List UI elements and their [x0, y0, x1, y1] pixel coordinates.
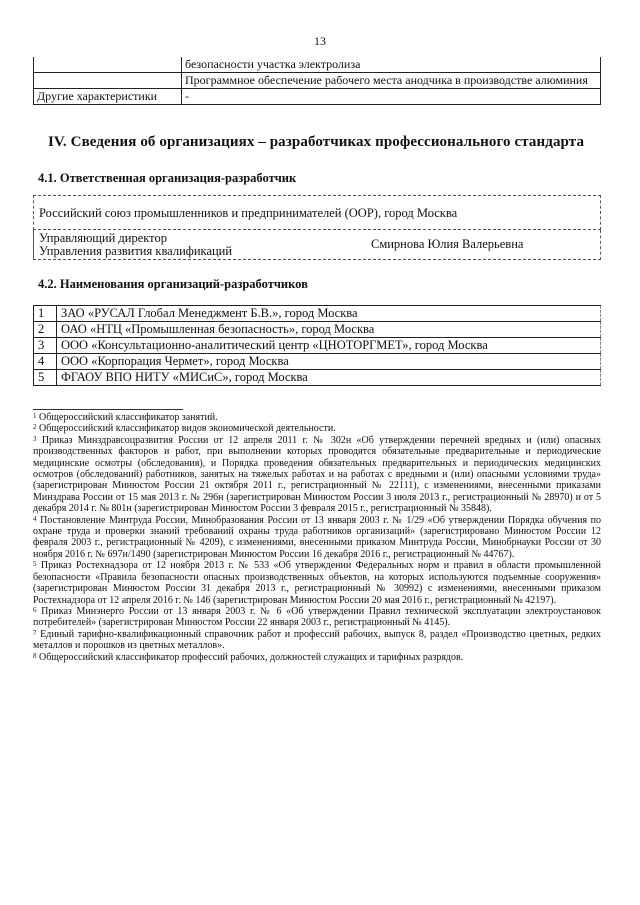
value-cell: -	[182, 89, 601, 105]
row-number: 5	[34, 370, 57, 386]
signatory-box	[33, 230, 601, 260]
footnote-mark: 1	[33, 412, 37, 420]
footnote-text: Общероссийский классификатор занятий.	[39, 412, 218, 423]
value-cell: безопасности участка электролиза	[182, 57, 601, 73]
row-number: 4	[34, 354, 57, 370]
developers-table	[33, 305, 601, 386]
row-number: 1	[34, 306, 57, 322]
footnote	[33, 652, 601, 663]
table-row	[34, 57, 601, 73]
signatory-name: Смирнова Юлия Валерьевна	[371, 237, 524, 251]
footnote	[33, 560, 601, 606]
label-cell-empty	[34, 73, 182, 89]
footnote-mark: 3	[33, 434, 37, 443]
responsible-org-box	[33, 195, 601, 230]
position-line: Управления развития квалификаций	[39, 244, 233, 258]
footnote-mark: 2	[33, 423, 37, 432]
table-row	[34, 73, 601, 89]
organization-name: ЗАО «РУСАЛ Глобал Менеджмент Б.В.», город Москва	[57, 306, 601, 322]
responsible-org-name: Российский союз промышленников и предпринимателей (ООР), город Москва	[39, 206, 458, 220]
footnote-text: Постановление Минтруда России, Минобразования России от 13 января 2003 г. № 1/29 «Об утверждении Порядка обучения по охране труда и проверки знаний требований охраны труда работников организаций» (зарегистрировано Минюстом России 12 февраля 2003 г., регистрационный № 4209), с изменениями, внесенными приказом Минтруда России, Минобрнауки России от 30 ноября 2016 г. № 697н/1490 (зарегистрирован Минюстом России 16 декабря 2016 г., регистрационный № 44767).	[33, 514, 601, 560]
footnote-text: Приказ Минэнерго России от 13 января 2003 г. № 6 «Об утверждении Правил технической эксплуатации электроустановок потребителей» (зарегистрирован Минюстом России 22 января 2003 г., регистрационный № 4145).	[33, 605, 602, 629]
section-heading: IV. Сведения об организациях – разработчиках профессионального стандарта	[48, 134, 585, 150]
table-row	[34, 89, 601, 105]
footnote-mark: 5	[33, 560, 37, 569]
table-row	[34, 306, 601, 322]
footnote	[33, 412, 601, 423]
footnote	[33, 435, 601, 515]
organization-name: ФГАОУ ВПО НИТУ «МИСиС», город Москва	[57, 370, 601, 386]
footnote	[33, 629, 601, 652]
footnote	[33, 423, 601, 434]
footnote-text: Общероссийский классификатор видов экономической деятельности.	[39, 423, 336, 435]
table-row	[34, 338, 601, 354]
signatory-position	[39, 232, 232, 258]
footnote	[33, 606, 601, 629]
footnote-mark: 7	[33, 628, 37, 637]
footnote-separator	[33, 409, 183, 410]
row-number: 3	[34, 338, 57, 354]
footnotes	[33, 412, 601, 663]
footnote	[33, 515, 601, 561]
responsible-org-heading: 4.1. Ответственная организация-разработчик	[38, 171, 297, 185]
footnote-text: Приказ Ростехнадзора от 12 ноября 2013 г. № 533 «Об утверждении Федеральных норм и правил в области промышленной безопасности «Правила безопасности опасных производственных объектов, на которых используются подъемные сооружения» (зарегистрирован Минюстом России 31 декабря 2013 г., регистрационный № 30992) с изменениями, внесенными приказом Ростехнадзора от 12 апреля 2016 г. № 146 (зарегистрирован Минюстом России 20 мая 2016 г., регистрационный № 42197).	[33, 560, 602, 606]
developers-heading: 4.2. Наименования организаций-разработчиков	[38, 277, 308, 291]
row-number: 2	[34, 322, 57, 338]
footnote-mark: 6	[33, 605, 37, 614]
footnote-mark: 4	[33, 514, 37, 523]
table-row	[34, 322, 601, 338]
table-row	[34, 370, 601, 386]
value-cell: Программное обеспечение рабочего места анодчика в производстве алюминия	[182, 73, 601, 89]
label-cell: Другие характеристики	[34, 89, 182, 105]
position-line: Управляющий директор	[39, 231, 167, 245]
footnote-text: Приказ Минздравсоцразвития России от 12 апреля 2011 г. № 302н «Об утверждении перечней вредных и (или) опасных производственных факторов и работ, при выполнении которых проводятся обязательные предварительные и периодические медицинские осмотры (обследования), и Порядка проведения обязательных предварительных и периодических медицинских осмотров (обследований) работников, занятых на тяжелых работах и на работах с вредными и (или) опасными условиями труда» (зарегистрирован Минюстом России 21 октября 2011 г., регистрационный № 22111), с изменениями, внесенными приказами Минздрава России от 15 мая 2013 г. № 296н (зарегистрирован Минюстом России 3 июля 2013 г., регистрационный № 28970) и от 5 декабря 2014 г. № 801н (зарегистрирован Минюстом России 3 февраля 2015 г., регистрационный № 35848).	[33, 434, 601, 515]
characteristics-table	[33, 57, 601, 105]
footnote-mark: 8	[33, 651, 37, 660]
organization-name: ООО «Консультационно-аналитический центр «ЦНОТОРГМЕТ», город Москва	[57, 338, 601, 354]
label-cell-empty	[34, 57, 182, 73]
page-number: 13	[314, 34, 326, 48]
footnote-text: Единый тарифно-квалификационный справочник работ и профессий рабочих, выпуск 8, раздел «Производство цветных, редких металлов и порошков из цветных металлов».	[33, 628, 602, 652]
table-row	[34, 354, 601, 370]
footnote-text: Общероссийский классификатор профессий рабочих, должностей служащих и тарифных разрядов.	[39, 651, 464, 663]
organization-name: ООО «Корпорация Чермет», город Москва	[57, 354, 601, 370]
organization-name: ОАО «НТЦ «Промышленная безопасность», город Москва	[57, 322, 601, 338]
